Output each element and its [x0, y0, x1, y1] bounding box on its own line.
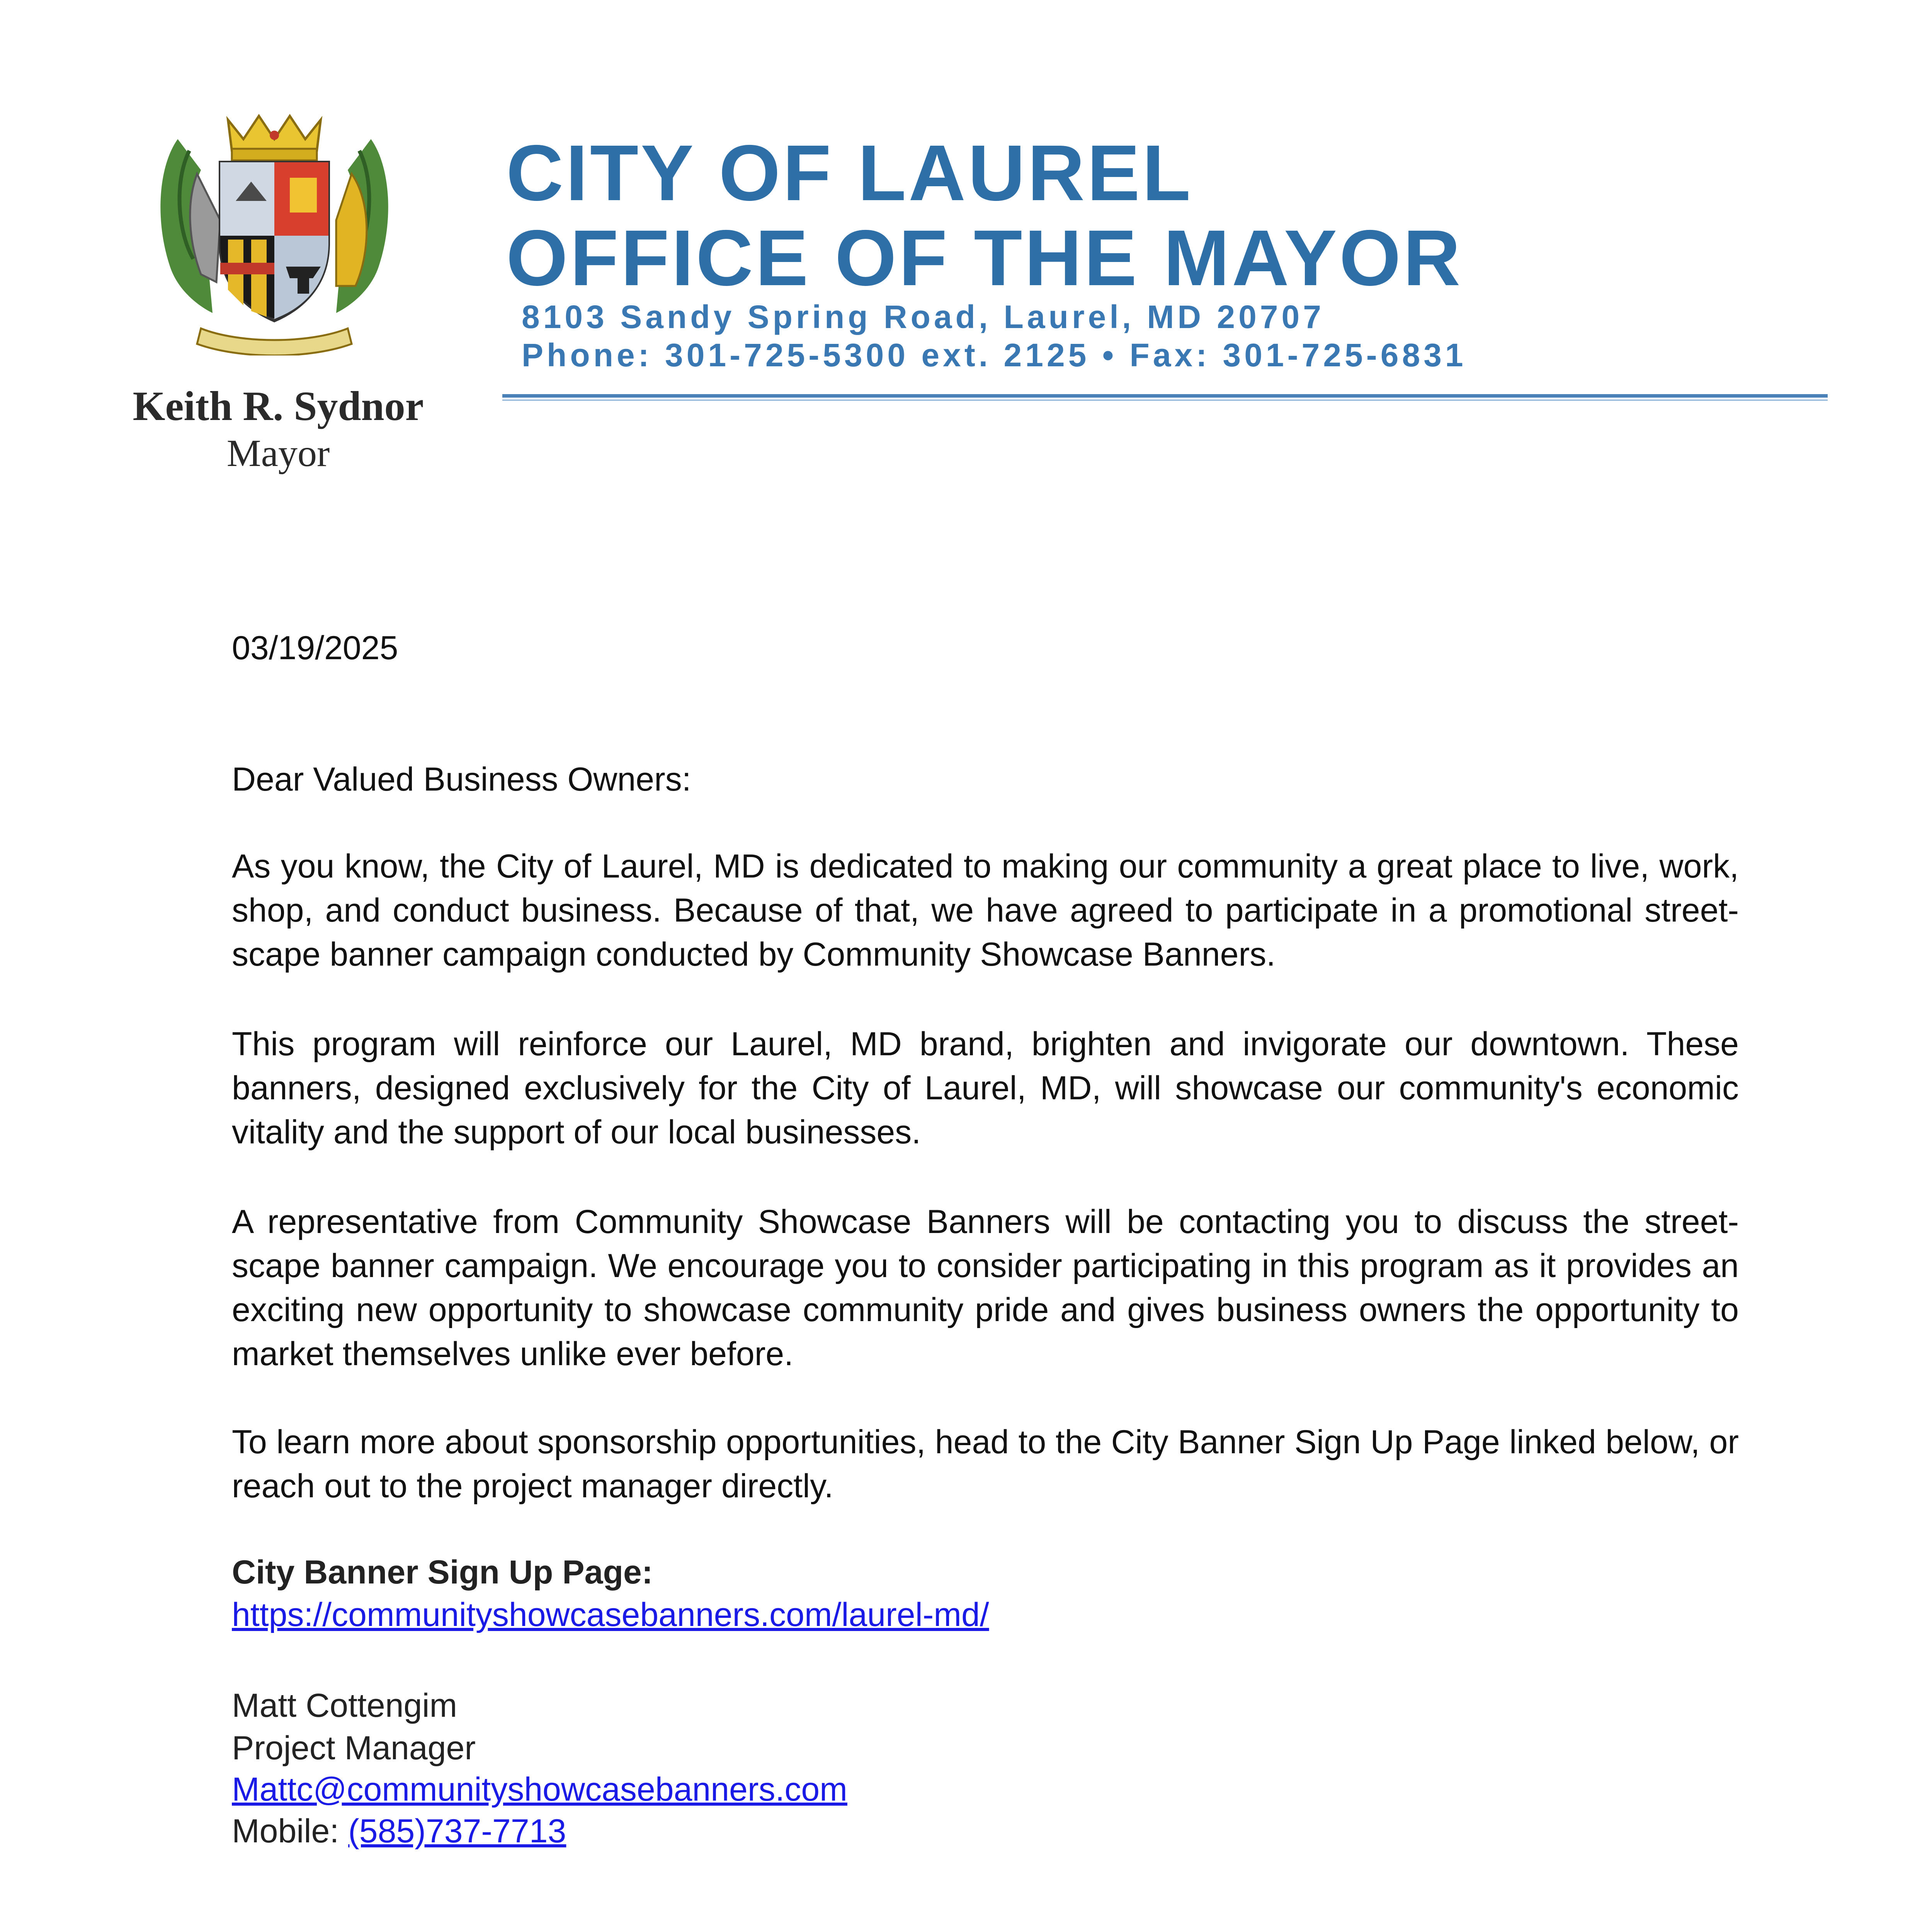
letterhead-address: 8103 Sandy Spring Road, Laurel, MD 20707: [522, 299, 1325, 335]
letter-paragraph: This program will reinforce our Laurel, MD brand, brighten and invigorate our downtown. These banners, designed exclusively for the City of Laurel, MD, will showcase our community's economic vitality and the support of our local businesses.: [232, 1026, 1739, 1151]
letter-paragraph: As you know, the City of Laurel, MD is dedicated to making our community a great place to live, work, shop, and conduct business. Because of that, we have agreed to participate in a promotional street-scape banner campaign conducted by Community Showcase Banners.: [232, 848, 1739, 973]
letterhead-city: CITY OF LAUREL: [506, 129, 1193, 217]
city-crest-icon: [155, 104, 394, 355]
contact-email-row: [232, 1770, 847, 1809]
contact-email-link[interactable]: Mattc@communityshowcasebanners.com: [232, 1771, 847, 1808]
contact-mobile-link[interactable]: (585)737-7713: [348, 1813, 566, 1850]
letterhead-divider-thin: [502, 400, 1828, 401]
mayor-name: Keith R. Sydnor: [133, 383, 424, 429]
signup-page-label: City Banner Sign Up Page:: [232, 1554, 653, 1591]
letter-salutation: Dear Valued Business Owners:: [232, 761, 691, 798]
letter-paragraph: To learn more about sponsorship opportunities, head to the City Banner Sign Up Page linked below, or reach out to the project manager directly.: [232, 1423, 1739, 1505]
contact-title: Project Manager: [232, 1730, 476, 1767]
letter-paragraph: A representative from Community Showcase Banners will be contacting you to discuss the street-scape banner campaign. We encourage you to consider participating in this program as it provides an exciting new opportunity to showcase community pride and gives business owners the opportunity to market themselves unlike ever before.: [232, 1203, 1739, 1372]
contact-mobile-row: [232, 1812, 566, 1850]
contact-mobile-label: Mobile:: [232, 1813, 349, 1850]
contact-name: Matt Cottengim: [232, 1687, 457, 1724]
letterhead-phone-fax: Phone: 301-725-5300 ext. 2125 • Fax: 301-725-6831: [522, 337, 1467, 373]
signup-page-link[interactable]: https://communityshowcasebanners.com/laurel-md/: [232, 1596, 989, 1633]
letter-date: 03/19/2025: [232, 629, 398, 667]
mayor-title: Mayor: [226, 432, 330, 474]
letterhead-office: OFFICE OF THE MAYOR: [506, 214, 1463, 302]
letterhead-divider: [502, 394, 1828, 398]
